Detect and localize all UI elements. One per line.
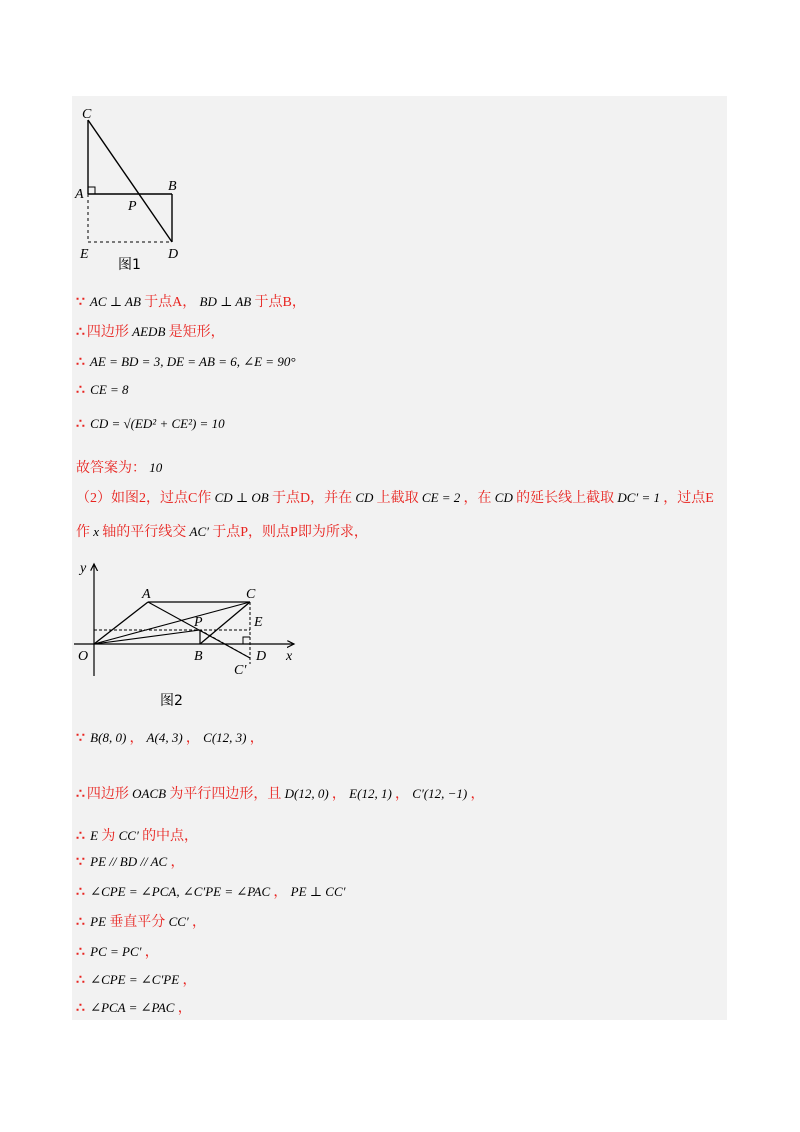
line-3 — [76, 352, 296, 373]
fig2-label-c: C — [246, 587, 256, 602]
explanation-text: 于点A， — [144, 295, 197, 310]
logic-symbol: ∴ — [76, 383, 85, 398]
figure-2-caption: 图2 — [160, 693, 183, 709]
figure-2 — [72, 558, 312, 688]
line-5 — [76, 414, 225, 435]
logic-symbol: ∵ — [76, 731, 85, 746]
explanation-text: ，在 — [463, 491, 492, 506]
line-15 — [76, 942, 159, 963]
logic-symbol: ∵ — [76, 855, 85, 870]
explanation-text: 上截取 — [376, 491, 419, 506]
fig1-label-a: A — [75, 187, 84, 202]
explanation-text: 四边形 — [86, 325, 129, 340]
math-expression: CC′ — [165, 914, 192, 929]
figure-1-caption: 图1 — [118, 257, 141, 273]
explanation-text: 四边形 — [86, 787, 129, 802]
line-1 — [76, 292, 306, 313]
logic-symbol: ∴ — [76, 355, 85, 370]
logic-symbol: ∴ — [76, 417, 85, 432]
explanation-text: 的中点， — [142, 829, 199, 844]
explanation-text: 是矩形， — [168, 325, 225, 340]
explanation-text: ， — [185, 731, 200, 746]
math-expression: ∠PCA = ∠PAC — [86, 1000, 178, 1015]
line-9 — [76, 728, 264, 749]
line-2 — [76, 322, 225, 343]
logic-symbol: ∵ — [76, 295, 85, 310]
math-expression: PE // BD // AC — [86, 854, 171, 869]
logic-symbol: ∴ — [76, 325, 85, 340]
logic-symbol: ∴ — [76, 829, 85, 844]
math-expression: CD — [352, 490, 377, 505]
math-expression: CC′ — [115, 828, 143, 843]
explanation-text: 故答案为： — [76, 461, 146, 476]
line-17 — [76, 998, 192, 1019]
fig2-label-o: O — [78, 649, 89, 664]
logic-symbol: ∴ — [76, 973, 85, 988]
explanation-text: 垂直平分 — [109, 915, 166, 930]
math-expression: CE = 2 — [418, 490, 464, 505]
line-13 — [76, 882, 345, 903]
explanation-text: ， — [249, 731, 264, 746]
explanation-text: 的延长线上截取 — [516, 491, 615, 506]
explanation-text: ，过点E — [663, 491, 714, 506]
explanation-text: ， — [395, 787, 410, 802]
logic-symbol: ∴ — [76, 1001, 85, 1016]
fig2-label-e: E — [254, 615, 263, 630]
explanation-text: 为平行四边形，且 — [169, 787, 282, 802]
explanation-text: 于点B， — [254, 295, 306, 310]
math-expression: x — [90, 524, 103, 539]
explanation-text: 于点P，则点P即为所求， — [212, 525, 368, 540]
math-expression: CD — [491, 490, 517, 505]
logic-symbol: ∴ — [76, 945, 85, 960]
math-expression: BD ⊥ AB — [196, 294, 255, 309]
fig1-label-e: E — [80, 247, 89, 262]
figure-1 — [72, 106, 212, 276]
fig1-label-b: B — [168, 179, 177, 194]
line-4 — [76, 380, 129, 401]
explanation-text: ， — [144, 945, 159, 960]
logic-symbol: ∴ — [76, 787, 85, 802]
line-11 — [76, 826, 198, 847]
math-expression: E(12, 1) — [345, 786, 396, 801]
fig1-label-p: P — [128, 199, 137, 214]
fig2-label-x: x — [286, 649, 293, 664]
math-expression: C′(12, −1) — [409, 786, 471, 801]
math-expression: CD ⊥ OB — [211, 490, 272, 505]
fig2-label-d: D — [256, 649, 267, 664]
fig1-label-c: C — [82, 107, 92, 122]
math-expression: A(4, 3) — [143, 730, 186, 745]
math-expression: B(8, 0) — [86, 730, 130, 745]
explanation-text: ， — [470, 787, 485, 802]
math-expression: AE = BD = 3, DE = AB = 6, ∠E = 90° — [86, 354, 296, 369]
line-10 — [76, 784, 484, 805]
line-8 — [76, 522, 368, 543]
explanation-text: ， — [273, 885, 288, 900]
math-expression: CE = 8 — [86, 382, 129, 397]
line-6 — [76, 458, 162, 479]
fig1-label-d: D — [168, 247, 179, 262]
math-expression: AC ⊥ AB — [86, 294, 145, 309]
explanation-text: 为 — [101, 829, 116, 844]
math-expression: CD = √(ED² + CE²) = 10 — [86, 416, 225, 431]
logic-symbol: ∴ — [76, 885, 85, 900]
math-expression: PC = PC′ — [86, 944, 145, 959]
math-expression: D(12, 0) — [281, 786, 332, 801]
solution-panel — [72, 96, 727, 1020]
math-expression: PE — [86, 914, 110, 929]
explanation-text: 轴的平行线交 — [102, 525, 187, 540]
fig2-label-p: P — [194, 615, 203, 630]
math-expression: ∠CPE = ∠C′PE — [86, 972, 183, 987]
logic-symbol: ∴ — [76, 915, 85, 930]
math-expression: C(12, 3) — [199, 730, 250, 745]
explanation-text: ， — [177, 1001, 192, 1016]
explanation-text: ， — [170, 855, 185, 870]
math-expression: E — [86, 828, 102, 843]
fig2-label-cprime: C′ — [234, 663, 247, 678]
explanation-text: （2）如图2，过点C作 — [76, 491, 212, 506]
math-expression: 10 — [146, 460, 163, 475]
math-expression: AEDB — [128, 324, 169, 339]
explanation-text: 作 — [76, 525, 90, 540]
fig2-label-a: A — [142, 587, 151, 602]
math-expression: DC′ = 1 — [614, 490, 664, 505]
line-7 — [76, 488, 714, 509]
fig2-label-y: y — [80, 561, 87, 576]
explanation-text: ， — [129, 731, 144, 746]
line-14 — [76, 912, 206, 933]
explanation-text: ， — [182, 973, 197, 988]
math-expression: ∠CPE = ∠PCA, ∠C′PE = ∠PAC — [86, 884, 274, 899]
math-expression: OACB — [128, 786, 170, 801]
math-expression: PE ⊥ CC′ — [287, 884, 346, 899]
explanation-text: 于点D，并在 — [271, 491, 353, 506]
line-16 — [76, 970, 196, 991]
math-expression: AC′ — [186, 524, 213, 539]
explanation-text: ， — [331, 787, 346, 802]
explanation-text: ， — [192, 915, 206, 930]
line-12 — [76, 852, 184, 873]
fig2-label-b: B — [194, 649, 203, 664]
